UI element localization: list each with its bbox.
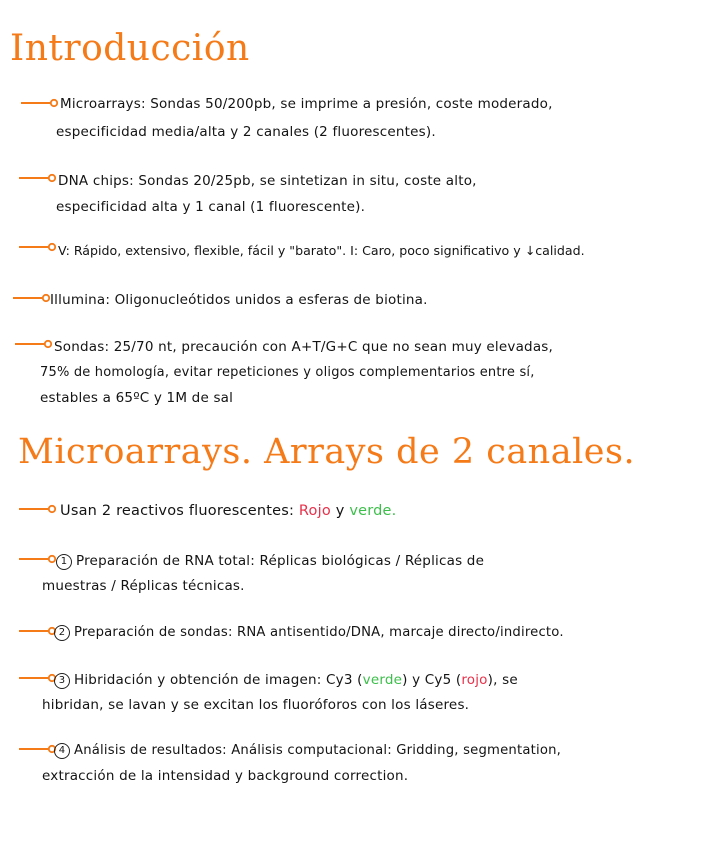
fluorescent-reagents-text: Usan 2 reactivos fluorescentes: [60,503,295,519]
step-1-line-1 [56,552,484,570]
intro-item-1-line-1: Microarrays: Sondas 50/200pb, se imprime a presión, coste moderado, [60,96,553,112]
step-2-text: Preparación de sondas: RNA antisentido/DNA, marcaje directo/indirecto. [74,625,564,640]
bullet-arrow-icon [18,625,58,637]
bullet-arrow-icon [18,241,58,253]
step-2-line-1 [54,624,564,642]
connector-text: y [335,503,345,519]
step-3-line-2: hibridan, se lavan y se excitan los fluoróforos con los láseres. [42,697,470,713]
step-number-badge: 4 [54,743,70,759]
intro-item-5-line-2: 75% de homología, evitar repeticiones y oligos complementarios entre sí, [40,365,535,380]
section-title-introduccion: Introducción [10,28,250,69]
intro-item-2-line-2: especificidad alta y 1 canal (1 fluorescente). [56,199,366,215]
bullet-arrow-icon [18,503,58,515]
intro-item-1-line-2: especificidad media/alta y 2 canales (2 fluorescentes). [56,124,436,140]
step-1-text: Preparación de RNA total: Réplicas biológicas / Réplicas de [76,553,485,569]
red-label: Rojo [298,503,331,519]
intro-item-5-line-3: estables a 65ºC y 1M de sal [40,390,234,406]
step-3-green-label: verde [362,672,403,688]
step-3-line-1 [54,671,518,689]
intro-item-3-line-1: V: Rápido, extensivo, flexible, fácil y "barato". I: Caro, poco significativo y ↓calidad. [58,243,585,258]
section-title-microarrays: Microarrays. Arrays de 2 canales. [18,432,636,472]
step-number-badge: 3 [54,673,70,689]
intro-item-2-line-1: DNA chips: Sondas 20/25pb, se sintetizan in situ, coste alto, [58,173,477,189]
intro-item-4-line-1: Illumina: Oligonucleótidos unidos a esferas de biotina. [50,292,428,308]
step-3-text-a: Hibridación y obtención de imagen: Cy3 ( [74,672,363,688]
step-4-text: Análisis de resultados: Análisis computacional: Gridding, segmentation, [74,743,562,758]
green-period: . [391,503,397,519]
step-number-badge: 2 [54,625,70,641]
intro-item-5-line-1: Sondas: 25/70 nt, precaución con A+T/G+C que no sean muy elevadas, [54,339,554,355]
bullet-arrow-icon [14,338,54,350]
step-4-line-1 [54,742,561,760]
green-label: verde [349,503,392,519]
step-3-text-b: ) y Cy5 ( [402,672,462,688]
bullet-arrow-icon [18,743,58,755]
fluorescent-reagents-line [60,502,396,520]
bullet-arrow-icon [18,172,58,184]
bullet-arrow-icon [18,672,58,684]
bullet-arrow-icon [18,553,58,565]
step-4-line-2: extracción de la intensidad y background correction. [42,768,409,784]
step-1-line-2: muestras / Réplicas técnicas. [42,578,245,594]
step-3-text-c: ), se [487,672,518,688]
step-number-badge: 1 [56,554,72,570]
bullet-arrow-icon [20,97,60,109]
bullet-arrow-icon [12,292,52,304]
step-3-red-label: rojo [461,672,488,688]
